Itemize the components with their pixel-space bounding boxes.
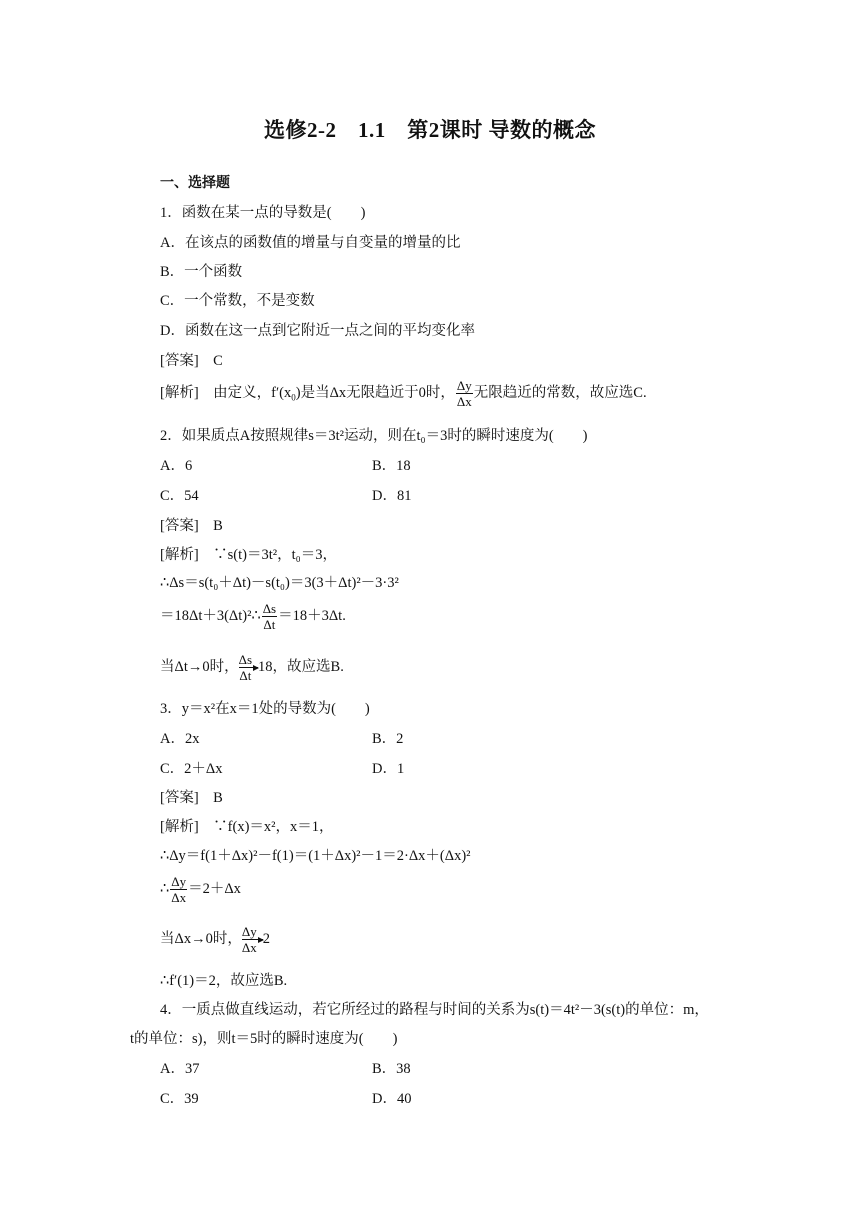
q2-stem: 2．如果质点A按照规律s＝3t²运动，则在t₀＝3时的瞬时速度为( ) (160, 428, 588, 444)
q4-option-d: D．40 (372, 1091, 412, 1107)
q3-analysis-line4: 当Δx→0时， $\frac{\Delta y}{\Delta x}$ 2 (160, 924, 270, 955)
q2-analysis-line2: ∴Δs＝s(t₀＋Δt)－s(t₀)＝3(3＋Δt)²－3·3² (160, 575, 399, 591)
q3-answer: [答案] B (160, 790, 223, 806)
q3-stem: 3．y＝x²在x＝1处的导数为( ) (160, 701, 370, 717)
q1-option-d: D．函数在这一点到它附近一点之间的平均变化率 (160, 323, 475, 339)
q2-analysis-line4: 当Δt→0时， $\frac{\Delta s}{\Delta t}$ 18，故应选B. (160, 652, 344, 683)
q3-option-b: B．2 (372, 731, 404, 747)
q2-option-d: D．81 (372, 488, 412, 504)
page-title: 选修2-2 1.1 第2课时 导数的概念 (264, 118, 596, 142)
q1-stem: 1．函数在某一点的导数是( ) (160, 205, 366, 221)
analysis-label: [解析] (160, 384, 199, 401)
fraction-arrow-ds-dt: $\frac{\Delta s}{\Delta t}$ (239, 652, 258, 683)
fraction-dy-dx: $\frac{\Delta y}{\Delta x}$ (456, 378, 472, 409)
q1-answer: [答案] C (160, 353, 223, 369)
q4-option-a: A．37 (160, 1061, 200, 1077)
q2-answer: [答案] B (160, 518, 223, 534)
q4-stem-line2: t的单位：s)，则t＝5时的瞬时速度为( ) (130, 1031, 398, 1047)
q1-option-b: B．一个函数 (160, 264, 243, 280)
q2-analysis-line3: ＝18Δt＋3(Δt)²∴ $\frac{\Delta s}{\Delta t}$ ＝18＋3Δt. (160, 601, 346, 632)
q1-option-c: C．一个常数，不是变数 (160, 293, 315, 309)
q3-option-c: C．2＋Δx (160, 761, 223, 777)
q2-option-c: C．54 (160, 488, 199, 504)
q4-stem-line1: 4．一质点做直线运动，若它所经过的路程与时间的关系为s(t)＝4t²－3(s(t)的单位：m， (160, 1002, 709, 1018)
q4-option-b: B．38 (372, 1061, 411, 1077)
q2-option-a: A．6 (160, 458, 193, 474)
q2-option-b: B．18 (372, 458, 411, 474)
q3-analysis-line3: ∴ $\frac{\Delta y}{\Delta x}$ ＝2＋Δx (160, 874, 241, 905)
fraction-arrow-dy-dx: $\frac{\Delta y}{\Delta x}$ (242, 924, 263, 955)
fraction-dy-dx: $\frac{\Delta y}{\Delta x}$ (171, 874, 187, 905)
q2-analysis-line1: [解析] ∵s(t)＝3t²，t₀＝3， (160, 547, 337, 563)
q4-option-c: C．39 (160, 1091, 199, 1107)
q3-analysis-line2: ∴Δy＝f(1＋Δx)²－f(1)＝(1＋Δx)²－1＝2·Δx＋(Δx)² (160, 848, 471, 864)
q3-option-d: D．1 (372, 761, 405, 777)
fraction-ds-dt: $\frac{\Delta s}{\Delta t}$ (262, 601, 277, 632)
q3-option-a: A．2x (160, 731, 200, 747)
q1-analysis: [解析] 由定义，$f'(x_0)$是当Δx无限趋近于0时， $\frac{\Delta y}{\Delta x}$ 无限趋近的常数，故应选C. (160, 378, 647, 409)
section-heading: 一、选择题 (160, 176, 230, 191)
q3-analysis-line5: ∴f′(1)＝2，故应选B. (160, 973, 288, 989)
q1-option-a: A．在该点的函数值的增量与自变量的增量的比 (160, 235, 461, 251)
q3-analysis-line1: [解析] ∵f(x)＝x²，x＝1， (160, 819, 334, 835)
